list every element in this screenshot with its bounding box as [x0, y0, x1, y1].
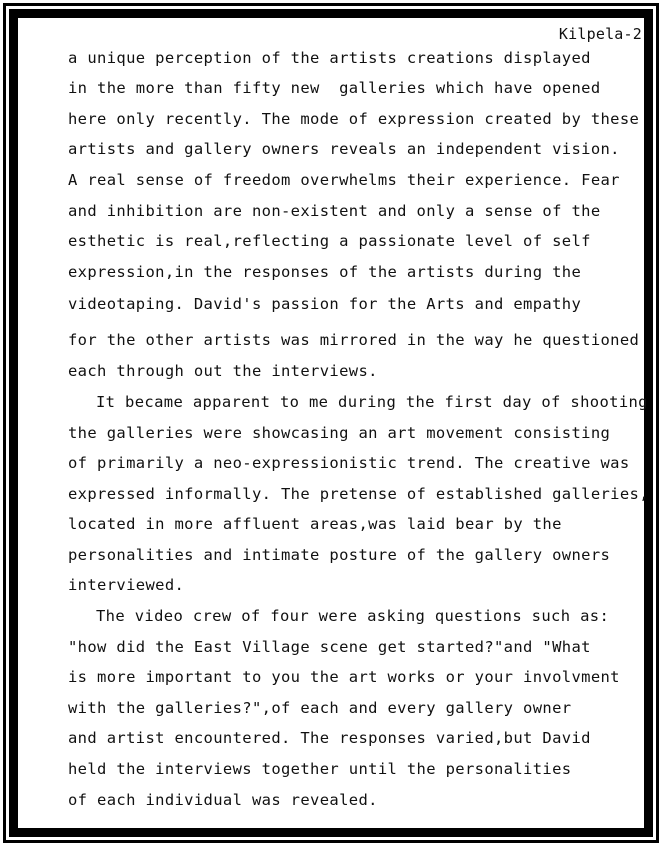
text-line: in the more than fifty new galleries which have opened	[68, 79, 601, 97]
text-line: held the interviews together until the personalities	[68, 760, 572, 778]
text-line: each through out the interviews.	[68, 362, 378, 380]
text-line: of each individual was revealed.	[68, 791, 378, 809]
text-line: and inhibition are non-existent and only a sense of the	[68, 202, 601, 220]
document-page	[18, 18, 649, 828]
text-line: expression,in the responses of the artists during the	[68, 263, 582, 281]
text-line: "how did the East Village scene get started?"and "What	[68, 638, 591, 656]
text-line: and artist encountered. The responses varied,but David	[68, 729, 591, 747]
text-line: expressed informally. The pretense of established galleries,	[68, 485, 649, 503]
page-number-header: Kilpela-2	[558, 25, 642, 43]
text-line: the galleries were showcasing an art movement consisting	[68, 424, 611, 442]
text-line: videotaping. David's passion for the Arts and empathy	[68, 295, 582, 313]
paragraph-first-line: The video crew of four were asking questions such as:	[96, 607, 610, 625]
text-line: A real sense of freedom overwhelms their experience. Fear	[68, 171, 620, 189]
text-line: personalities and intimate posture of the gallery owners	[68, 546, 611, 564]
text-line: here only recently. The mode of expression created by these	[68, 110, 640, 128]
text-line: interviewed.	[68, 576, 185, 594]
paragraph-first-line: It became apparent to me during the first day of shooting	[96, 393, 648, 411]
text-line: is more important to you the art works or your involvment	[68, 668, 620, 686]
text-line: with the galleries?",of each and every gallery owner	[68, 699, 572, 717]
text-line: esthetic is real,reflecting a passionate level of self	[68, 232, 591, 250]
text-line: for the other artists was mirrored in the way he questioned	[68, 331, 640, 349]
text-line: artists and gallery owners reveals an independent vision.	[68, 140, 620, 158]
text-line: located in more affluent areas,was laid bear by the	[68, 515, 562, 533]
text-line: a unique perception of the artists creations displayed	[68, 49, 591, 67]
text-line: of primarily a neo-expressionistic trend. The creative was	[68, 454, 630, 472]
